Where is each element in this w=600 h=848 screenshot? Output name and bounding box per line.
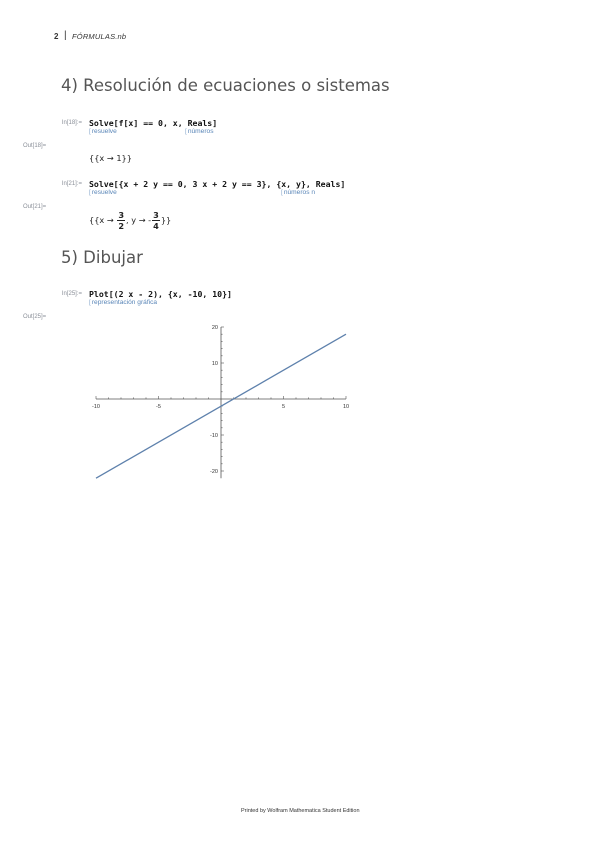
header-separator: | xyxy=(64,30,67,41)
fraction-y: $\frac{3}{4}$ xyxy=(153,210,159,232)
output-open: {{x → xyxy=(89,215,114,226)
output-label: Out[21]= xyxy=(23,204,47,210)
autocomplete-hint: [ resuelve xyxy=(89,128,117,135)
autocomplete-hint: [ resuelve xyxy=(89,189,117,196)
input-code[interactable]: Solve[{x + 2 y == 0, 3 x + 2 y == 3}, {x, y}, Reals] xyxy=(89,179,346,189)
input-code[interactable]: Plot[(2 x - 2), {x, -10, 10}] xyxy=(89,289,232,299)
notebook-title: FÓRMULAS.nb xyxy=(72,32,127,41)
x-tick-label: -10 xyxy=(92,404,100,410)
output-label: Out[18]= xyxy=(23,143,47,149)
plot-chart xyxy=(80,318,370,493)
page-number: 2 xyxy=(54,32,59,41)
y-tick-label: -20 xyxy=(210,469,218,475)
footer-text: Printed by Wolfram Mathematica Student Edition xyxy=(241,808,360,814)
output-close: }} xyxy=(160,215,172,226)
y-tick-label: 20 xyxy=(211,325,218,331)
section-title-plot: 5) Dibujar xyxy=(61,248,143,267)
fraction-x: $\frac{3}{2}$ xyxy=(118,210,125,232)
input-label: In[25]:= xyxy=(61,291,82,297)
x-tick-label: 10 xyxy=(342,404,350,410)
autocomplete-hint: [ representación gráfica xyxy=(89,299,157,306)
x-tick-label: -5 xyxy=(156,404,161,410)
x-tick-label: 5 xyxy=(281,404,286,410)
input-label: In[18]:= xyxy=(61,120,82,126)
y-tick-label: -10 xyxy=(210,433,218,439)
output-result: {{x → 1}} xyxy=(89,153,132,163)
output-mid: , y → - xyxy=(126,215,152,226)
input-code[interactable]: Solve[f[x] == 0, x, Reals] xyxy=(89,118,218,128)
output-label: Out[25]= xyxy=(23,314,47,320)
y-tick-label: 10 xyxy=(211,361,218,367)
autocomplete-hint: [ números n xyxy=(281,189,315,196)
input-label: In[21]:= xyxy=(61,181,82,187)
output-result xyxy=(89,211,171,230)
section-title-solve: 4) Resolución de ecuaciones o sistemas xyxy=(61,76,390,95)
autocomplete-hint: [ números xyxy=(185,128,214,135)
